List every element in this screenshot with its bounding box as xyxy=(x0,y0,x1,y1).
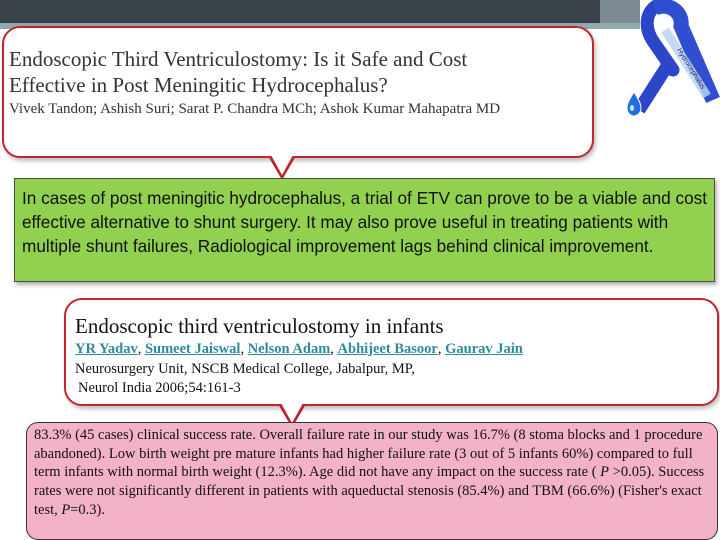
author-separator: , xyxy=(437,341,446,357)
paper1-title-line1: Endoscopic Third Ventriculostomy: Is it Safe and Cost xyxy=(9,47,468,71)
paper1-title xyxy=(9,46,599,98)
author-link-adam[interactable]: Nelson Adam xyxy=(247,341,331,357)
author-separator: , xyxy=(330,341,338,357)
paper1-title-line2: Effective in Post Meningitic Hydrocephalus? xyxy=(9,73,388,97)
summary2-part1: 83.3% (45 cases) clinical success rate. Overall failure rate in our study was 16.7% (8 stoma blocks and 1 procedure abandoned). Low birth weight pre mature infants had higher failure rate (3 out of 5 infants 60%) compared to full term infants with normal birth weight (12.3%). Age did not have any impact on the success rate ( xyxy=(34,427,703,481)
p-value-symbol: P xyxy=(61,501,71,518)
author-separator: , xyxy=(240,341,248,357)
author-link-jain[interactable]: Gaurav Jain xyxy=(445,341,523,357)
author-link-jaiswal[interactable]: Sumeet Jaiswal xyxy=(144,341,241,357)
p-value-symbol: P xyxy=(600,464,610,481)
summary2-part3: =0.3). xyxy=(70,501,106,518)
paper2-title: Endoscopic third ventriculostomy in infants xyxy=(75,314,444,338)
paper2-callout-tail-fill xyxy=(281,403,303,423)
summary1-text: In cases of post meningitic hydrocephalus, a trial of ETV can prove to be a viable and cost effective alternative to shunt surgery. It may also prove useful in treating patients with multiple shunt failures, Radiological improvement lags behind clinical improvement. xyxy=(22,188,708,256)
author-link-yadav[interactable]: YR Yadav xyxy=(75,341,138,357)
author-separator: , xyxy=(137,341,145,357)
paper2-author-links xyxy=(75,340,523,358)
paper1-authors: Vivek Tandon; Ashish Suri; Sarat P. Chandra MCh; Ashok Kumar Mahapatra MD xyxy=(9,101,501,117)
author-link-basoor[interactable]: Abhijeet Basoor xyxy=(337,341,438,357)
ribbon-label: Hydrocephalus xyxy=(675,47,706,91)
summary2-text xyxy=(34,426,714,520)
awareness-ribbon-icon xyxy=(625,0,720,125)
paper2-department: Neurosurgery Unit, NSCB Medical College, Jabalpur, MP, xyxy=(75,361,415,377)
paper2-journal: Neurol India 2006;54:161-3 xyxy=(78,380,241,396)
summary2-part2: >0.05). Success rates were not significantly different in patients with aqueductal stenosis (85.4%) and TBM (66.6%) (Fisher's exact test, xyxy=(34,464,705,518)
paper1-callout-tail-fill xyxy=(271,155,293,175)
top-bar-dark xyxy=(0,0,600,23)
